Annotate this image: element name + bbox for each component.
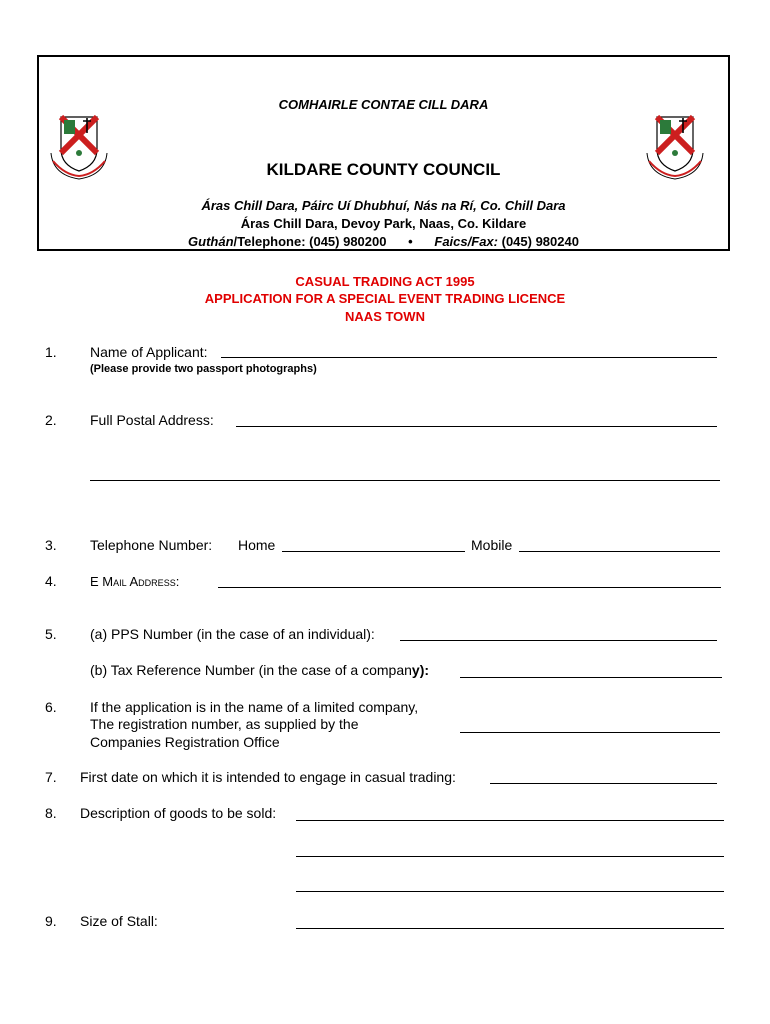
first-trading-date-field[interactable] [490, 783, 717, 784]
tax-reference-label-end: y): [411, 662, 430, 678]
field-number: 9. [45, 913, 57, 929]
field-number: 8. [45, 805, 57, 821]
pps-number-field[interactable] [400, 640, 717, 641]
postal-address-field[interactable] [236, 426, 717, 427]
passport-photo-note: (Please provide two passport photographs) [90, 363, 317, 375]
postal-address-field-line2[interactable] [90, 480, 720, 481]
telephone-mobile-field[interactable] [519, 551, 720, 552]
form-title-application: APPLICATION FOR A SPECIAL EVENT TRADING LICENCE [204, 291, 566, 306]
tel-label: /Telephone: (045) 980200 [233, 234, 387, 249]
registration-label-line2: The registration number, as supplied by the [90, 716, 359, 732]
registration-number-field[interactable] [460, 732, 720, 733]
field-number: 3. [45, 537, 57, 553]
address-english: Áras Chill Dara, Devoy Park, Naas, Co. Kildare [240, 216, 527, 231]
email-field[interactable] [218, 587, 721, 588]
first-trading-date-label: First date on which it is intended to engage in casual trading: [80, 769, 456, 785]
email-label: E Mail Address: [90, 574, 180, 589]
council-header-box [37, 55, 730, 251]
stall-size-label: Size of Stall: [80, 913, 158, 929]
form-title-act: CASUAL TRADING ACT 1995 [295, 274, 475, 289]
field-number: 4. [45, 573, 57, 589]
telephone-mobile-label: Mobile [471, 537, 513, 553]
field-number: 5. [45, 626, 57, 642]
tax-reference-label-start: (b) Tax Reference Number (in the case of a compan [90, 662, 412, 678]
fax-number: (045) 980240 [501, 234, 579, 249]
fax-label-irish: Faics [434, 234, 468, 249]
applicant-name-field[interactable] [221, 357, 717, 358]
tax-reference-field[interactable] [460, 677, 722, 678]
stall-size-field[interactable] [296, 928, 724, 929]
registration-label-line1: If the application is in the name of a limited company, [90, 699, 419, 715]
goods-description-label: Description of goods to be sold: [80, 805, 277, 821]
tel-label-irish: Guthán [188, 234, 234, 249]
field-number: 2. [45, 412, 57, 428]
applicant-name-label: Name of Applicant: [90, 344, 208, 360]
form-title-town: NAAS TOWN [345, 309, 425, 324]
address-irish: Áras Chill Dara, Páirc Uí Dhubhuí, Nás na Rí, Co. Chill Dara [201, 198, 566, 213]
field-number: 7. [45, 769, 57, 785]
contact-line [39, 234, 728, 249]
registration-label-line3: Companies Registration Office [90, 734, 280, 750]
field-number: 6. [45, 699, 57, 715]
council-irish-name: COMHAIRLE CONTAE CILL DARA [278, 97, 489, 112]
telephone-home-label: Home [238, 537, 276, 553]
field-number: 1. [45, 344, 57, 360]
goods-description-field-line2[interactable] [296, 856, 724, 857]
fax-label: /Fax: [467, 234, 502, 249]
postal-address-label: Full Postal Address: [90, 412, 214, 428]
bullet-separator: • [408, 234, 413, 249]
council-english-name: KILDARE COUNTY COUNCIL [266, 160, 501, 179]
goods-description-field[interactable] [296, 820, 724, 821]
pps-number-label: (a) PPS Number (in the case of an individual): [90, 626, 375, 642]
telephone-label: Telephone Number: [90, 537, 213, 553]
tax-reference-label [90, 662, 429, 678]
goods-description-field-line3[interactable] [296, 891, 724, 892]
telephone-home-field[interactable] [282, 551, 465, 552]
